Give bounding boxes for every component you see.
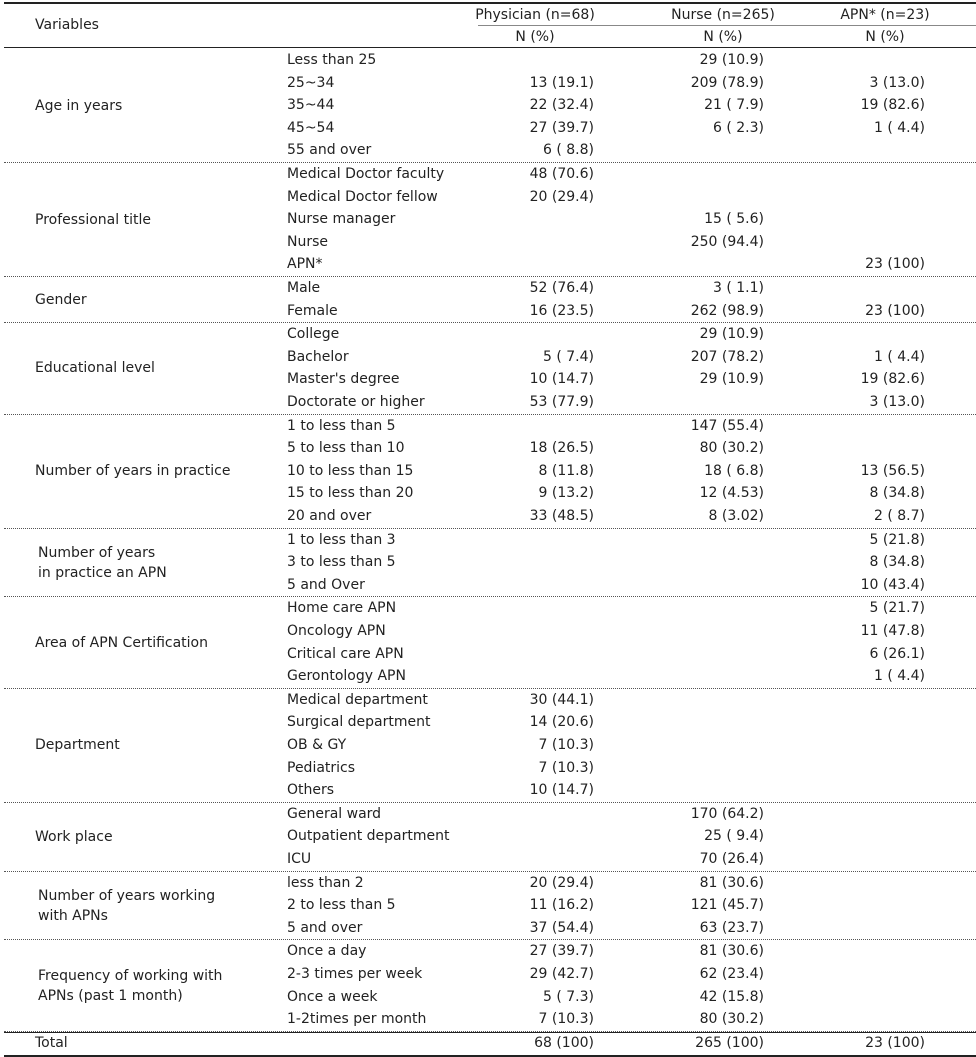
physician-value: 13 (19.1) xyxy=(529,74,594,91)
total-apn: 23 (100) xyxy=(865,1034,925,1051)
bottom-rule xyxy=(4,1055,976,1057)
nurse-value: 63 (23.7) xyxy=(699,919,764,936)
physician-value: 7 (10.3) xyxy=(538,759,594,776)
variable-label: Frequency of working with xyxy=(38,967,223,984)
apn-value: 23 (100) xyxy=(865,256,925,273)
nurse-value: 209 (78.9) xyxy=(690,74,764,91)
category-label: Master's degree xyxy=(287,371,400,388)
header-nurse: Nurse (n=265) xyxy=(671,7,775,23)
category-label: Oncology APN xyxy=(287,623,386,639)
section-divider xyxy=(4,276,976,277)
category-label: Gerontology APN xyxy=(287,668,406,685)
physician-value: 16 (23.5) xyxy=(529,302,594,319)
category-label: APN* xyxy=(287,256,323,273)
category-label: 3 to less than 5 xyxy=(287,554,396,571)
physician-value: 6 ( 8.8) xyxy=(543,142,594,159)
physician-value: 9 (13.2) xyxy=(538,485,594,502)
nurse-value: 80 (30.2) xyxy=(699,440,764,457)
section-divider xyxy=(4,596,976,597)
variable-label: Area of APN Certification xyxy=(35,634,208,651)
apn-value: 1 ( 4.4) xyxy=(874,119,925,136)
category-label: Surgical department xyxy=(287,714,431,731)
category-label: Critical care APN xyxy=(287,645,404,662)
physician-value: 14 (20.6) xyxy=(529,714,594,731)
category-label: Outpatient department xyxy=(287,828,450,845)
apn-value: 3 (13.0) xyxy=(869,394,925,410)
apn-value: 13 (56.5) xyxy=(860,462,925,479)
nurse-value: 18 ( 6.8) xyxy=(704,462,764,479)
category-label: Doctorate or higher xyxy=(287,394,425,410)
apn-value: 2 ( 8.7) xyxy=(874,508,925,524)
category-label: Medical Doctor faculty xyxy=(287,166,445,182)
physician-value: 10 (14.7) xyxy=(529,371,594,388)
category-label: less than 2 xyxy=(287,874,364,891)
header-bottom-rule xyxy=(4,47,976,48)
header-variables: Variables xyxy=(35,17,99,33)
category-label: 5 and Over xyxy=(287,576,365,593)
nurse-value: 121 (45.7) xyxy=(690,897,764,914)
category-label: Male xyxy=(287,280,321,296)
physician-value: 5 ( 7.3) xyxy=(543,988,594,1005)
physician-value: 33 (48.5) xyxy=(529,508,594,524)
apn-value: 5 (21.7) xyxy=(869,600,925,617)
variable-label: Number of years xyxy=(38,544,156,561)
nurse-value: 262 (98.9) xyxy=(690,302,764,319)
apn-value: 1 ( 4.4) xyxy=(874,348,925,365)
variable-label: Number of years in practice xyxy=(35,463,231,480)
category-label: Pediatrics xyxy=(287,759,356,776)
variable-label: with APNs xyxy=(38,907,108,924)
section-divider xyxy=(4,162,976,163)
total-top-rule xyxy=(4,1032,976,1033)
physician-value: 20 (29.4) xyxy=(529,188,594,205)
total-label: Total xyxy=(35,1034,68,1051)
category-label: 25~34 xyxy=(287,74,335,91)
section-divider xyxy=(4,322,976,323)
physician-value: 5 ( 7.4) xyxy=(543,348,594,365)
nurse-value: 21 ( 7.9) xyxy=(704,97,764,114)
variable-label: Department xyxy=(35,737,120,754)
section-divider xyxy=(4,528,976,529)
nurse-value: 29 (10.9) xyxy=(699,371,764,388)
category-label: OB & GY xyxy=(287,737,347,753)
category-label: 5 and over xyxy=(287,919,363,936)
category-label: Medical Doctor fellow xyxy=(287,188,438,205)
section-divider xyxy=(4,939,976,940)
physician-value: 18 (26.5) xyxy=(529,440,594,457)
apn-value: 19 (82.6) xyxy=(860,371,925,388)
category-label: 1 to less than 3 xyxy=(287,531,396,548)
subheader-apn: N (%) xyxy=(865,29,905,45)
nurse-value: 8 (3.02) xyxy=(708,508,764,524)
category-label: Female xyxy=(287,302,338,319)
category-label: 45~54 xyxy=(287,119,335,136)
category-label: Others xyxy=(287,782,335,799)
apn-value: 10 (43.4) xyxy=(860,576,925,593)
category-label: College xyxy=(287,326,340,343)
category-label: 1-2times per month xyxy=(287,1011,427,1028)
nurse-value: 6 ( 2.3) xyxy=(713,119,764,136)
section-divider xyxy=(4,688,976,689)
apn-value: 8 (34.8) xyxy=(869,485,925,502)
physician-value: 48 (70.6) xyxy=(529,166,594,182)
physician-value: 7 (10.3) xyxy=(538,737,594,753)
physician-value: 30 (44.1) xyxy=(529,691,594,708)
category-label: 1 to less than 5 xyxy=(287,417,396,434)
section-divider xyxy=(4,802,976,803)
physician-value: 10 (14.7) xyxy=(529,782,594,799)
physician-value: 8 (11.8) xyxy=(538,462,594,479)
category-label: ICU xyxy=(287,851,312,867)
apn-value: 1 ( 4.4) xyxy=(874,668,925,685)
physician-value: 27 (39.7) xyxy=(529,943,594,960)
category-label: 20 and over xyxy=(287,508,372,524)
nurse-value: 12 (4.53) xyxy=(699,485,764,502)
category-label: Home care APN xyxy=(287,600,397,617)
category-label: 15 to less than 20 xyxy=(287,485,414,502)
category-label: Bachelor xyxy=(287,348,349,365)
physician-value: 29 (42.7) xyxy=(529,966,594,982)
variable-label: APNs (past 1 month) xyxy=(38,987,183,1004)
physician-value: 7 (10.3) xyxy=(538,1011,594,1028)
nurse-value: 70 (26.4) xyxy=(699,851,764,867)
category-label: Nurse xyxy=(287,233,329,250)
variable-label: in practice an APN xyxy=(38,564,167,581)
variable-label: Educational level xyxy=(35,360,155,377)
category-label: 2 to less than 5 xyxy=(287,897,396,914)
variable-label: Professional title xyxy=(35,211,151,228)
nurse-value: 29 (10.9) xyxy=(699,52,764,68)
apn-value: 3 (13.0) xyxy=(869,74,925,91)
category-label: 10 to less than 15 xyxy=(287,462,414,479)
category-label: Once a week xyxy=(287,988,378,1005)
category-label: Less than 25 xyxy=(287,52,377,68)
variable-label: Work place xyxy=(35,828,113,845)
apn-value: 19 (82.6) xyxy=(860,97,925,114)
section-divider xyxy=(4,414,976,415)
physician-value: 52 (76.4) xyxy=(529,280,594,296)
variable-label: Age in years xyxy=(35,97,123,114)
section-divider xyxy=(4,871,976,872)
physician-value: 37 (54.4) xyxy=(529,919,594,936)
category-label: Nurse manager xyxy=(287,211,396,228)
subheader-physician: N (%) xyxy=(515,29,555,45)
category-label: General ward xyxy=(287,805,382,822)
nurse-value: 15 ( 5.6) xyxy=(704,211,764,228)
variable-label: Number of years working xyxy=(38,887,216,904)
header-apn: APN* (n=23) xyxy=(840,7,930,23)
nurse-value: 81 (30.6) xyxy=(699,943,764,960)
header-physician: Physician (n=68) xyxy=(475,7,595,23)
category-label: 5 to less than 10 xyxy=(287,440,405,457)
physician-value: 53 (77.9) xyxy=(529,394,594,410)
nurse-value: 250 (94.4) xyxy=(690,233,764,250)
category-label: 55 and over xyxy=(287,142,372,159)
category-label: 2-3 times per week xyxy=(287,966,423,982)
nurse-value: 29 (10.9) xyxy=(699,326,764,343)
nurse-value: 25 ( 9.4) xyxy=(704,828,764,845)
category-label: Medical department xyxy=(287,691,428,708)
nurse-value: 62 (23.4) xyxy=(699,966,764,982)
nurse-value: 81 (30.6) xyxy=(699,874,764,891)
variable-label: Gender xyxy=(35,291,87,308)
total-physician: 68 (100) xyxy=(534,1034,594,1051)
apn-value: 8 (34.8) xyxy=(869,554,925,571)
header-sub-rule xyxy=(478,25,976,26)
nurse-value: 207 (78.2) xyxy=(690,348,764,365)
apn-value: 23 (100) xyxy=(865,302,925,319)
apn-value: 6 (26.1) xyxy=(869,645,925,662)
subheader-nurse: N (%) xyxy=(703,29,743,45)
total-nurse: 265 (100) xyxy=(695,1034,764,1051)
physician-value: 20 (29.4) xyxy=(529,874,594,891)
nurse-value: 80 (30.2) xyxy=(699,1011,764,1028)
category-label: 35~44 xyxy=(287,97,335,114)
nurse-value: 147 (55.4) xyxy=(690,417,764,434)
top-rule xyxy=(4,2,976,4)
apn-value: 5 (21.8) xyxy=(869,531,925,548)
category-label: Once a day xyxy=(287,943,367,960)
apn-value: 11 (47.8) xyxy=(860,623,925,639)
physician-value: 22 (32.4) xyxy=(529,97,594,114)
nurse-value: 170 (64.2) xyxy=(690,805,764,822)
physician-value: 11 (16.2) xyxy=(529,897,594,914)
physician-value: 27 (39.7) xyxy=(529,119,594,136)
nurse-value: 3 ( 1.1) xyxy=(713,280,764,296)
nurse-value: 42 (15.8) xyxy=(699,988,764,1005)
